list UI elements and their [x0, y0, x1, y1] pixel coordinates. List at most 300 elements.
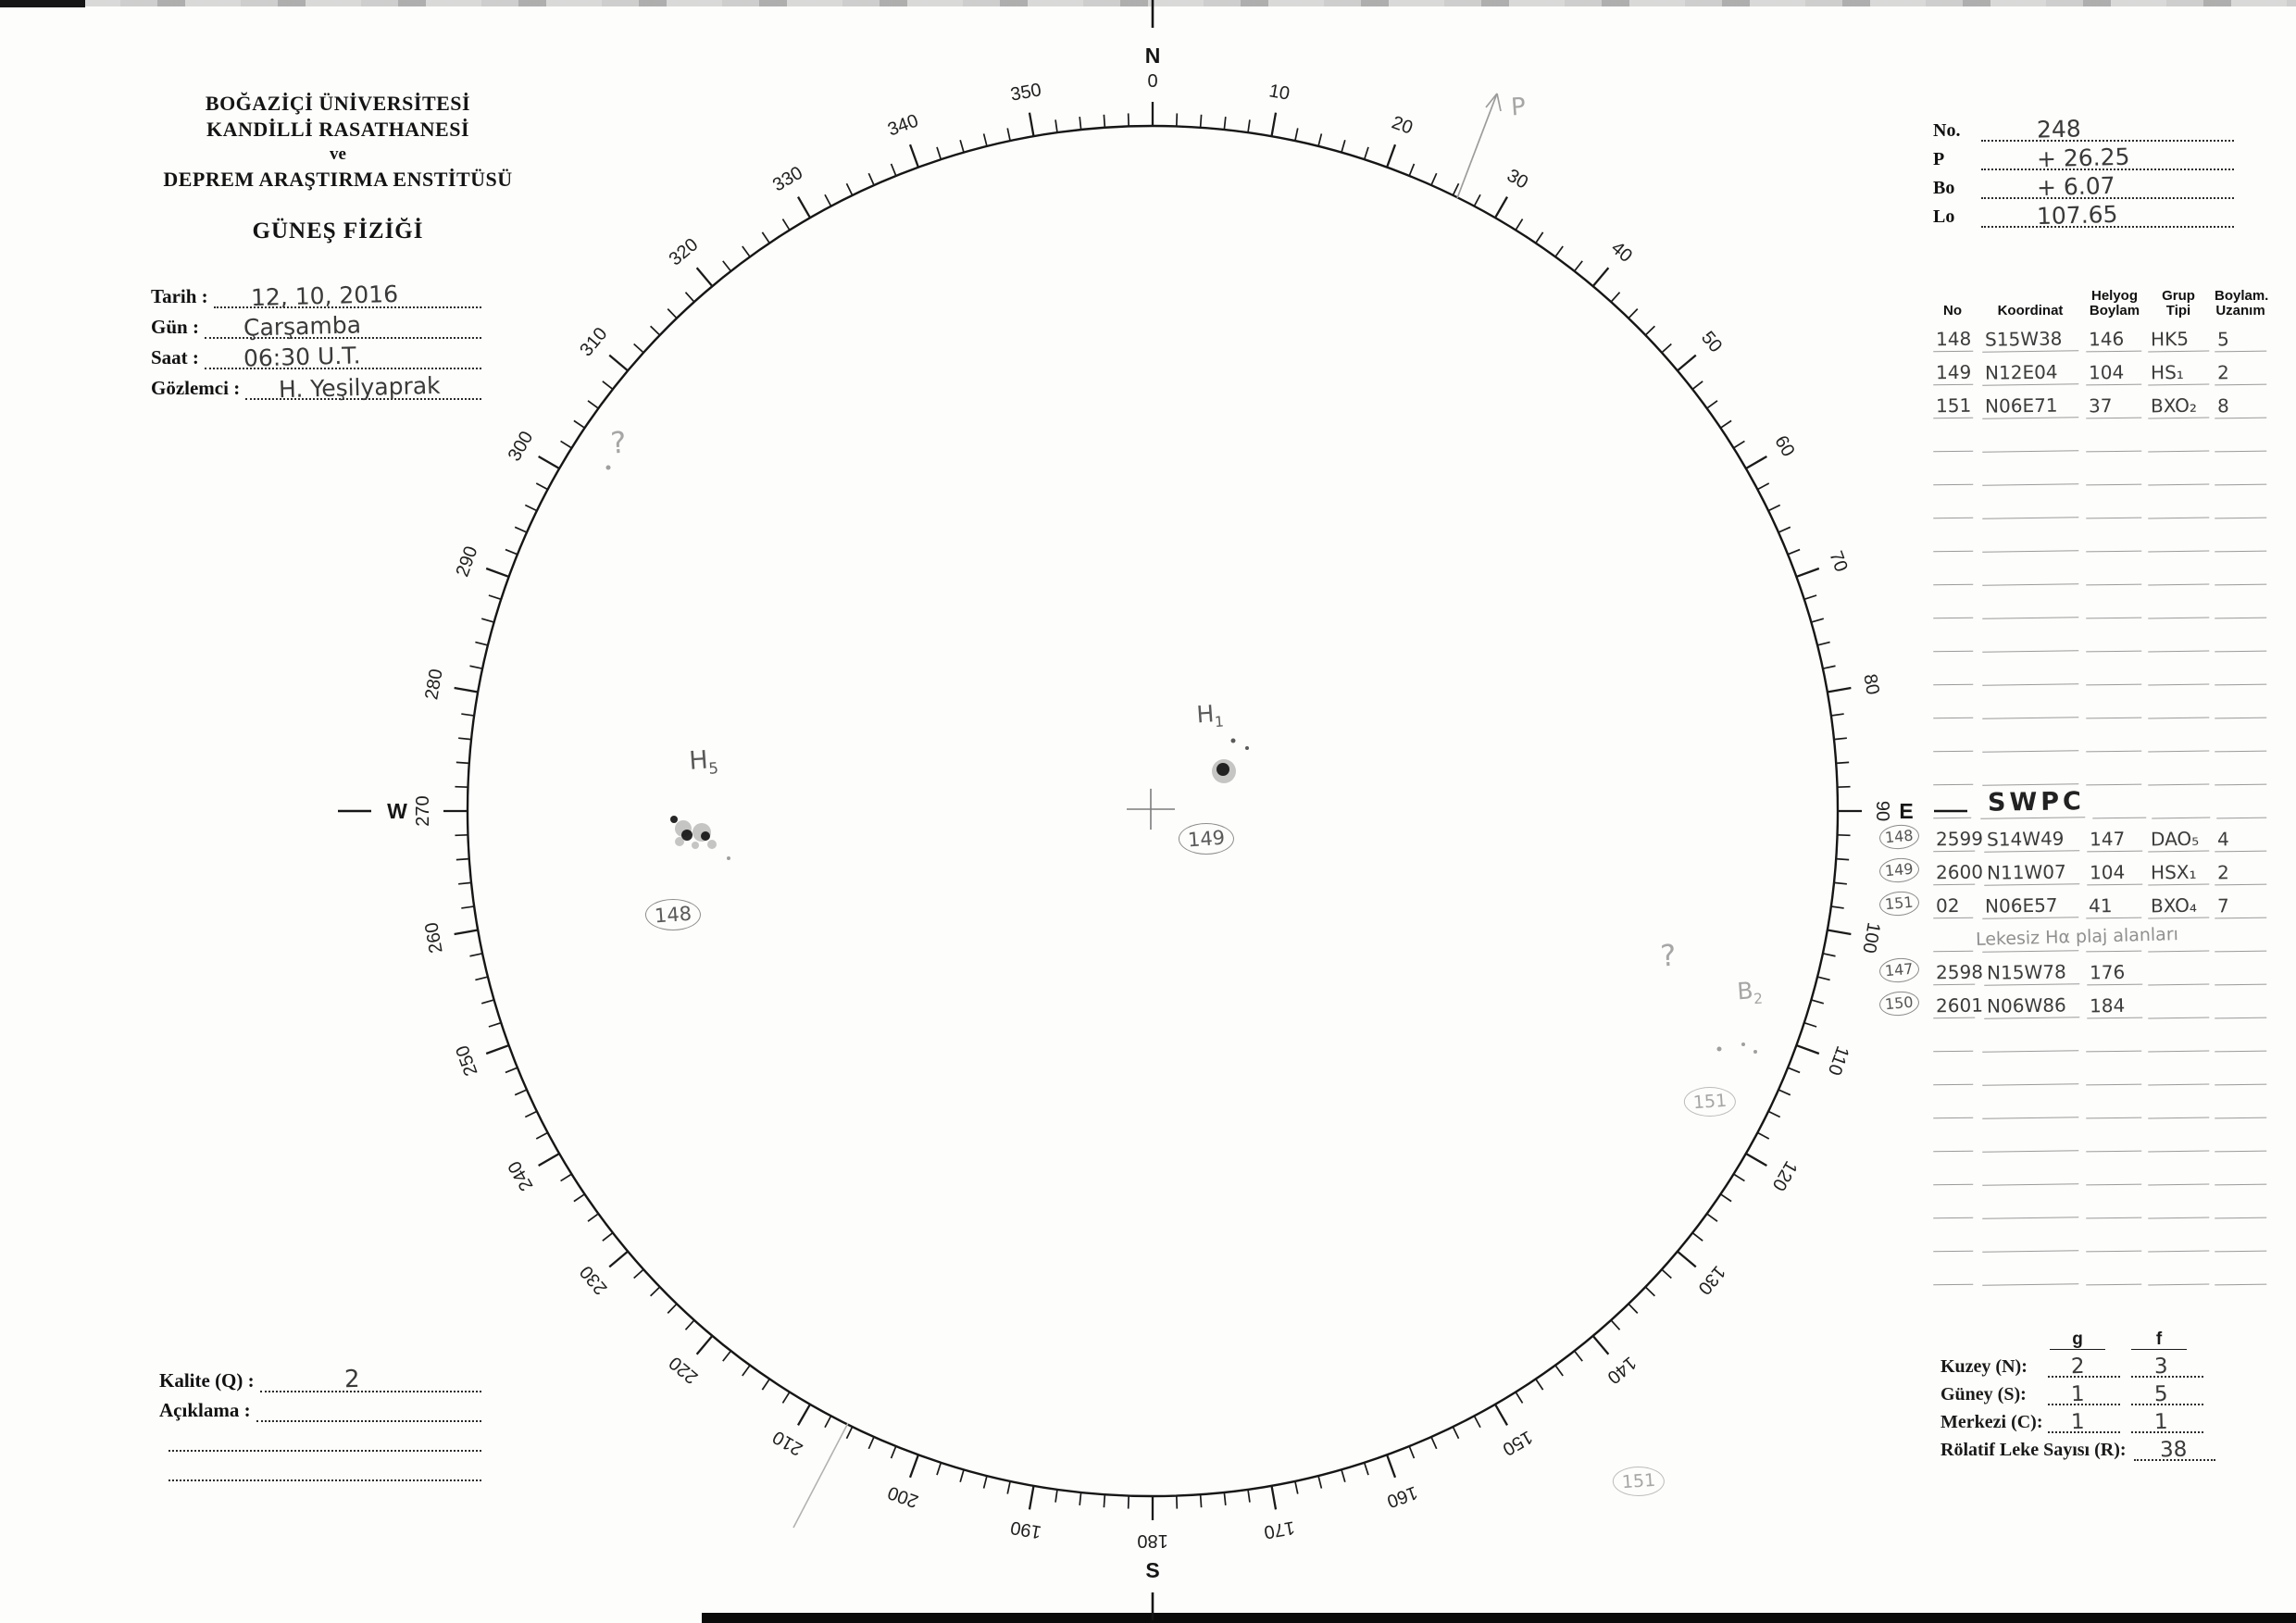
gozlemci-line: [245, 371, 481, 404]
degree-tick-minor: [1811, 1000, 1823, 1004]
degree-tick-minor: [1341, 140, 1345, 152]
degree-label: 330: [769, 162, 806, 196]
group-table-row: [1933, 352, 2266, 385]
group-table-row: [1884, 852, 2266, 885]
degree-tick-minor: [481, 618, 493, 622]
degree-tick-minor: [960, 140, 964, 152]
degree-tick-minor: [1575, 261, 1583, 271]
degree-tick-minor: [937, 147, 941, 159]
degree-label: 90: [1872, 800, 1892, 822]
compass-label-north: N: [1144, 44, 1161, 68]
degree-tick-minor: [603, 381, 613, 390]
compass-label-west: W: [387, 799, 407, 823]
cell-grup-tipi: [2147, 483, 2209, 519]
cell-no: [1933, 1083, 1974, 1119]
cell-grup-tipi: [2147, 683, 2209, 719]
cell-no: 149: [1933, 350, 1974, 386]
degree-tick-minor: [651, 1287, 660, 1296]
cell-boylam-uzanim: 8: [2214, 383, 2266, 419]
form-title: GÜNEŞ FİZİĞİ: [252, 218, 424, 243]
faint-dot: [727, 856, 730, 860]
group-table-row: [1933, 518, 2266, 552]
degree-tick-minor: [456, 859, 469, 860]
p-axis-label: P: [1510, 93, 1527, 122]
degree-tick-minor: [1341, 1469, 1345, 1481]
group-table-row: [1933, 1085, 2266, 1118]
degree-label: 280: [421, 667, 447, 702]
degree-tick-minor: [685, 1320, 693, 1330]
cell-no: 148: [1933, 317, 1974, 353]
degree-tick-minor: [825, 194, 831, 206]
field-lo: [1933, 199, 2234, 231]
cell-grup-tipi: BXO₂: [2147, 383, 2209, 419]
question-mark-east: ?: [1659, 937, 1678, 974]
cell-boylam-uzanim: [2214, 517, 2266, 553]
degree-tick-major: [910, 1454, 918, 1477]
cell-no: [1933, 483, 1974, 519]
degree-tick-minor: [723, 261, 731, 271]
faint-dot: [1741, 1042, 1745, 1046]
degree-label: 70: [1825, 548, 1852, 575]
degree-tick-major: [609, 1252, 628, 1267]
cell-boylam-uzanim: 5: [2214, 317, 2266, 353]
cell-koordinat: [1982, 1049, 2079, 1085]
degree-label: 350: [1008, 80, 1043, 106]
degree-tick-minor: [1768, 1111, 1780, 1117]
cell-no: 02: [1933, 883, 1974, 919]
degree-label: 270: [413, 795, 433, 827]
field-tarih: [151, 278, 481, 312]
cell-koordinat: N06E71: [1982, 382, 2079, 418]
bo-value: + 6.07: [2036, 171, 2115, 202]
degree-tick-major: [1593, 268, 1609, 286]
cell-boylam-uzanim: [2214, 1117, 2266, 1153]
degree-tick-minor: [1734, 1174, 1745, 1180]
degree-tick-minor: [1662, 343, 1671, 352]
degree-tick-major: [1678, 1252, 1696, 1267]
degree-tick-minor: [1823, 666, 1836, 668]
degree-tick-major: [1495, 197, 1507, 218]
degree-tick-minor: [1734, 441, 1745, 447]
degree-tick-minor: [1768, 505, 1780, 510]
group-table-row: [1884, 885, 2266, 918]
degree-tick-minor: [525, 505, 537, 510]
kalite-label: Kalite (Q) :: [159, 1369, 255, 1392]
cell-no: [1933, 1150, 1974, 1186]
compass-label-south: S: [1145, 1558, 1160, 1582]
field-bo: [1933, 170, 2234, 202]
gozlemci-label: Gözlemci :: [151, 377, 241, 399]
kuzey-g-line: [2048, 1348, 2120, 1378]
compass-label-east: E: [1899, 799, 1914, 823]
degree-tick-minor: [1431, 173, 1437, 185]
guney-f-line: [2131, 1376, 2203, 1405]
counts-column-headers: [2050, 1330, 2227, 1350]
degree-label: 100: [1858, 920, 1884, 955]
cell-koordinat: [1982, 549, 2079, 585]
sunspot: [707, 840, 717, 849]
cell-helyog-boylam: 104: [2087, 850, 2142, 886]
degree-tick-minor: [937, 1463, 941, 1475]
ephemeris-block: [1933, 113, 2234, 231]
degree-tick-minor: [1834, 882, 1847, 883]
kuzey-f-value: 3: [2153, 1354, 2168, 1380]
cell-grup-tipi: [2147, 1150, 2209, 1186]
gun-line: [205, 311, 481, 342]
degree-tick-minor: [892, 164, 896, 176]
degree-tick-minor: [1692, 1233, 1703, 1242]
kuzey-label: Kuzey (N):: [1940, 1356, 2028, 1377]
degree-tick-major: [1828, 930, 1852, 934]
letterhead-line-2: KANDİLLİ RASATHANESİ: [206, 118, 470, 141]
group-table-row: [1933, 1118, 2266, 1152]
cell-helyog-boylam: [2086, 1183, 2142, 1219]
degree-tick-minor: [1804, 1023, 1816, 1027]
counts-row-kuzey: [1940, 1350, 2227, 1378]
cell-helyog-boylam: [2086, 1017, 2142, 1053]
kuzey-f-line: [2131, 1348, 2203, 1378]
cell-koordinat: N15W78: [1984, 949, 2080, 985]
degree-tick-minor: [651, 326, 660, 335]
cell-koordinat: N12E04: [1982, 349, 2079, 385]
degree-tick-major: [1746, 1154, 1767, 1166]
degree-tick-minor: [469, 666, 482, 668]
aciklama-line: [256, 1420, 481, 1422]
cell-no: [1933, 1050, 1974, 1086]
degree-tick-minor: [588, 401, 598, 408]
cell-grup-tipi: [2147, 1117, 2209, 1153]
question-mark-northwest: ?: [609, 424, 628, 461]
degree-tick-minor: [1453, 183, 1458, 195]
degree-tick-minor: [668, 309, 677, 318]
cell-koordinat: N06W86: [1984, 982, 2080, 1018]
degree-label: 160: [1384, 1481, 1420, 1512]
degree-tick-major: [798, 1405, 810, 1426]
degree-tick-minor: [1079, 1492, 1080, 1505]
cell-no: 151: [1933, 383, 1974, 419]
cell-koordinat: [1982, 1116, 2079, 1152]
degree-tick-minor: [1811, 618, 1823, 622]
p-direction-arrow: [1457, 94, 1497, 198]
field-p: [1933, 142, 2234, 173]
merkezi-label: Merkezi (C):: [1940, 1412, 2043, 1432]
cell-koordinat: N06E57: [1982, 882, 2079, 918]
swpc-region-circled-number: 148: [1878, 823, 1920, 851]
degree-label: 240: [504, 1157, 538, 1194]
cell-koordinat: [1982, 616, 2079, 652]
cell-no: [1933, 1017, 1974, 1053]
cell-koordinat: [1982, 1149, 2079, 1185]
cell-koordinat: [1982, 582, 2079, 618]
group-table-row: [1884, 952, 2266, 985]
cell-helyog-boylam: [2086, 1117, 2142, 1153]
degree-tick-minor: [1318, 1476, 1321, 1489]
cell-koordinat: [1982, 1249, 2079, 1285]
degree-tick-major: [910, 144, 918, 167]
degree-label: 30: [1503, 165, 1532, 194]
cell-boylam-uzanim: [2214, 617, 2266, 653]
bo-label: Bo: [1933, 178, 1955, 198]
degree-label: 190: [1008, 1517, 1043, 1542]
p-line: [1981, 143, 2234, 173]
cell-no: [1933, 450, 1974, 486]
degree-tick-minor: [1224, 117, 1225, 130]
cell-boylam-uzanim: 4: [2215, 817, 2267, 853]
degree-label: 140: [1603, 1352, 1641, 1388]
degree-tick-minor: [1817, 643, 1830, 645]
cell-grup-tipi: [2147, 650, 2209, 686]
degree-tick-minor: [984, 1476, 987, 1489]
group-number-149: 149: [1179, 823, 1234, 855]
cell-boylam-uzanim: [2215, 950, 2267, 986]
cell-koordinat: [1982, 1016, 2079, 1052]
degree-tick-minor: [1720, 1194, 1731, 1202]
degree-tick-minor: [505, 1067, 518, 1072]
degree-tick-minor: [1409, 1446, 1414, 1458]
degree-tick-minor: [782, 1392, 789, 1404]
degree-tick-major: [1271, 113, 1276, 137]
degree-tick-minor: [1720, 420, 1731, 428]
sun-limb-circle: [468, 126, 1838, 1496]
lo-value: 107.65: [2036, 200, 2118, 231]
cell-boylam-uzanim: [2214, 417, 2266, 453]
degree-label: 80: [1859, 672, 1883, 697]
degree-label: 230: [576, 1261, 612, 1299]
relative-label: Rölatif Leke Sayısı (R):: [1940, 1440, 2127, 1460]
no-label: No.: [1933, 120, 1961, 141]
degree-tick-minor: [762, 232, 769, 243]
stray-pencil-line: [793, 1423, 848, 1528]
degree-tick-minor: [1757, 483, 1768, 490]
degree-tick-major: [1029, 113, 1034, 137]
degree-tick-minor: [1778, 527, 1791, 532]
degree-tick-minor: [603, 1233, 613, 1242]
cell-no: [1933, 583, 1974, 619]
lo-line: [1981, 200, 2234, 231]
degree-label: 220: [665, 1352, 703, 1388]
degree-tick-minor: [742, 1366, 750, 1376]
field-aciklama: [159, 1392, 481, 1422]
no-value: 248: [2036, 115, 2082, 144]
degree-tick-minor: [1431, 1437, 1437, 1449]
relative-line: [2134, 1431, 2215, 1461]
degree-tick-minor: [458, 882, 471, 883]
degree-tick-minor: [1575, 1351, 1583, 1361]
degree-tick-minor: [1007, 1481, 1010, 1494]
degree-tick-minor: [1365, 147, 1368, 159]
cell-koordinat: SWPC: [1980, 782, 2085, 819]
degree-tick-minor: [481, 1000, 493, 1004]
cell-helyog-boylam: [2086, 650, 2142, 686]
group-number-148: 148: [645, 899, 701, 930]
cell-boylam-uzanim: [2215, 983, 2267, 1019]
cell-boylam-uzanim: [2214, 917, 2266, 953]
merkezi-g-value: 1: [2070, 1409, 2085, 1435]
group-table-row: [1933, 452, 2266, 485]
p-arrowhead: [1486, 94, 1497, 107]
degree-label: 170: [1262, 1517, 1297, 1542]
degree-tick-minor: [1007, 128, 1010, 141]
tarih-label: Tarih :: [151, 285, 208, 307]
merkezi-g-line: [2048, 1404, 2120, 1433]
header-grup-tipi: Grup Tipi: [2162, 288, 2195, 318]
cell-helyog-boylam: 37: [2086, 383, 2142, 419]
handwritten-note: Lekesiz Hα plaj alanları: [1975, 924, 2179, 950]
guney-f-value: 5: [2153, 1381, 2168, 1407]
degree-tick-minor: [1079, 117, 1080, 130]
quality-block: [159, 1363, 481, 1481]
aciklama-label: Açıklama :: [159, 1399, 251, 1421]
degree-tick-minor: [1645, 1287, 1654, 1296]
cell-helyog-boylam: 147: [2087, 817, 2142, 853]
letterhead-line-3: ve: [330, 144, 346, 164]
degree-tick-minor: [1611, 1320, 1619, 1330]
group-table-row: [1933, 1052, 2266, 1085]
cell-boylam-uzanim: 2: [2215, 850, 2267, 886]
degree-tick-minor: [742, 246, 750, 256]
merkezi-f-value: 1: [2153, 1409, 2168, 1435]
group-table: [1884, 276, 2269, 1285]
cell-helyog-boylam: [2086, 1150, 2142, 1186]
degree-tick-minor: [469, 954, 482, 956]
cell-grup-tipi: DAO₅: [2148, 817, 2209, 853]
degree-tick-minor: [984, 133, 987, 146]
degree-tick-minor: [588, 1214, 598, 1221]
degree-label: 180: [1137, 1530, 1168, 1551]
degree-tick-minor: [1318, 133, 1321, 146]
degree-tick-minor: [1201, 115, 1202, 128]
group-table-row: [1933, 485, 2266, 518]
cell-helyog-boylam: [2086, 1083, 2142, 1119]
saat-label: Saat :: [151, 346, 199, 368]
cell-no: 2601: [1933, 983, 1976, 1019]
group-table-row: [1933, 718, 2266, 752]
degree-tick-major: [798, 197, 810, 218]
degree-label: 130: [1693, 1261, 1729, 1299]
degree-tick-minor: [1516, 219, 1522, 231]
degree-tick-major: [1796, 568, 1818, 577]
cell-boylam-uzanim: [2214, 650, 2266, 686]
degree-tick-major: [455, 930, 479, 934]
degree-label: 290: [452, 543, 482, 580]
cell-boylam-uzanim: [2214, 1250, 2266, 1286]
cell-koordinat: [1982, 1082, 2079, 1118]
degree-label: 0: [1147, 71, 1158, 92]
aciklama-extra-line-1: [168, 1422, 481, 1452]
degree-tick-minor: [1365, 1463, 1368, 1475]
faint-dot: [1717, 1047, 1722, 1052]
cell-grup-tipi: [2147, 750, 2209, 786]
degree-tick-minor: [574, 420, 585, 428]
degree-tick-major: [486, 1045, 508, 1054]
cell-boylam-uzanim: [2214, 483, 2266, 519]
group-table-row: [1933, 552, 2266, 585]
cell-koordinat: [1982, 749, 2079, 785]
cell-grup-tipi: [2147, 617, 2209, 653]
degree-tick-minor: [461, 714, 474, 716]
cell-boylam-uzanim: [2214, 1150, 2266, 1186]
degree-tick-major: [486, 568, 508, 577]
group-table-row: [1933, 318, 2266, 352]
degree-tick-minor: [1453, 1427, 1458, 1439]
cell-boylam-uzanim: [2215, 783, 2266, 819]
cell-no: [1933, 1117, 1974, 1153]
group-table-row: [1933, 1185, 2266, 1218]
cell-boylam-uzanim: [2214, 1017, 2266, 1053]
degree-tick-minor: [1474, 194, 1480, 206]
degree-tick-minor: [561, 441, 572, 447]
degree-tick-minor: [634, 1269, 643, 1278]
cell-grup-tipi: [2147, 417, 2209, 453]
cell-no: [1933, 1217, 1974, 1253]
group-table-header: [1933, 276, 2269, 318]
degree-tick-minor: [515, 1090, 527, 1095]
degree-tick-minor: [489, 595, 501, 599]
degree-label: 50: [1697, 327, 1727, 357]
degree-tick-major: [1387, 1454, 1395, 1477]
degree-tick-major: [1796, 1045, 1818, 1054]
cell-helyog-boylam: [2086, 683, 2142, 719]
letterhead-line-4: DEPREM ARAŞTIRMA ENSTİTÜSÜ: [163, 168, 513, 191]
cell-boylam-uzanim: [2214, 550, 2266, 586]
cell-no: [1933, 1183, 1974, 1219]
degree-tick-major: [1029, 1486, 1034, 1510]
degree-tick-minor: [505, 550, 518, 555]
degree-tick-minor: [1707, 1214, 1717, 1221]
degree-tick-minor: [892, 1446, 896, 1458]
group-number-151-disk: 151: [1684, 1087, 1736, 1117]
degree-tick-minor: [1474, 1416, 1480, 1427]
swpc-region-circled-number: 149: [1878, 856, 1920, 884]
degree-tick-minor: [1804, 595, 1816, 599]
cell-no: [1933, 417, 1974, 453]
cell-boylam-uzanim: [2214, 683, 2266, 719]
cell-boylam-uzanim: [2214, 1083, 2266, 1119]
kalite-value: 2: [343, 1365, 360, 1394]
degree-tick-major: [1678, 356, 1696, 371]
saat-line: [205, 342, 481, 372]
degree-tick-minor: [1788, 550, 1800, 555]
header-helyog-boylam: Helyog Boylam: [2089, 288, 2140, 318]
degree-tick-minor: [1248, 119, 1250, 132]
cell-helyog-boylam: [2086, 750, 2142, 786]
degree-tick-minor: [668, 1304, 677, 1313]
degree-tick-minor: [456, 762, 469, 763]
degree-label: 210: [769, 1426, 806, 1460]
cell-boylam-uzanim: [2214, 1050, 2266, 1086]
cell-no: 2600: [1933, 850, 1976, 886]
degree-tick-minor: [1055, 119, 1057, 132]
cell-grup-tipi: [2147, 1050, 2209, 1086]
field-no: [1933, 113, 2234, 142]
group-number-151-limb: 151: [1613, 1467, 1665, 1496]
cell-koordinat: S14W49: [1984, 816, 2080, 852]
degree-tick-major: [697, 1336, 713, 1355]
letterhead: [130, 91, 546, 244]
cell-grup-tipi: HK5: [2147, 317, 2209, 353]
cell-grup-tipi: [2147, 550, 2209, 586]
group-type-label-h5: $H_5$: [688, 745, 719, 778]
degree-tick-minor: [461, 906, 474, 908]
degree-tick-minor: [574, 1194, 585, 1202]
aciklama-extra-line-2: [168, 1452, 481, 1481]
guney-label: Güney (S):: [1940, 1384, 2027, 1405]
cell-grup-tipi: [2147, 1083, 2209, 1119]
group-table-row: [1933, 618, 2266, 652]
cell-helyog-boylam: [2086, 1217, 2142, 1253]
sunspot: [670, 816, 678, 823]
degree-tick-minor: [1817, 977, 1830, 980]
